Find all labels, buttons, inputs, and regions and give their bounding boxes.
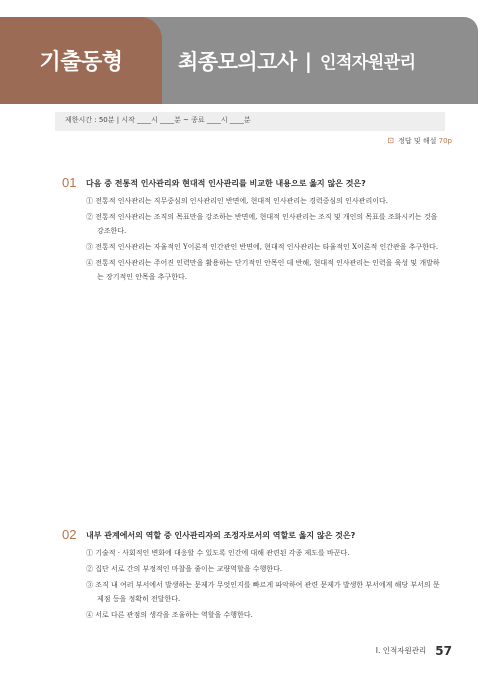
question-stem: 다음 중 전통적 인사관리와 현대적 인사관리를 비교한 내용으로 옳지 않은 것은? xyxy=(86,179,366,188)
option-2: ② 집단 서로 간의 부정적인 마찰을 줄이는 교량역할을 수행한다. xyxy=(86,565,283,573)
option-2: ② 전통적 인사관리는 조직의 목표만을 강조하는 반면에, 현대적 인사관리는 조직 및 개인의 목표를 조화시키는 것을 강조한다. xyxy=(86,213,438,235)
answer-reference-label: 정답 및 해설 xyxy=(398,137,437,145)
question-stem: 내부 관계에서의 역할 중 인사관리자의 조정자로서의 역할로 옳지 않은 것은? xyxy=(86,531,356,540)
chapter-banner xyxy=(0,17,500,104)
option-1: ① 기술적 · 사회적인 변화에 대응할 수 있도록 인간에 대해 관련된 각종 제도를 바꾼다. xyxy=(86,549,350,557)
time-limit-text: 제한시간 : 50분 | 시작 ____시 ____분 ~ 종료 ____시 ____분 xyxy=(65,116,251,124)
arrow-right-square-icon: ⊡ xyxy=(387,136,394,145)
answer-reference xyxy=(387,136,452,146)
option-1: ① 전통적 인사관리는 직무중심의 인사관리인 반면에, 현대적 인사관리는 경력중심의 인사관리이다. xyxy=(86,197,388,205)
option-3: ③ 전통적 인사관리는 자율적인 Y이론적 인간관인 반면에, 현대적 인사관리는 타율적인 X이론적 인간관을 추구한다. xyxy=(86,243,439,251)
question-number: 01 xyxy=(62,175,77,190)
page-footer xyxy=(376,640,452,659)
option-3: ③ 조직 내 여러 부서에서 발생하는 문제가 무엇인지를 빠르게 파악하여 관련 문제가 발생한 부서에게 해당 부서의 문제점 등을 정확히 전달한다. xyxy=(86,581,440,603)
banner-title-separator: | xyxy=(304,48,313,73)
page-number: 57 xyxy=(435,643,452,658)
option-4: ④ 전통적 인사관리는 주어진 인력만을 활용하는 단기적인 안목인 데 반해, 현대적 인사관리는 인력을 육성 및 개발하는 장기적인 안목을 추구한다. xyxy=(86,259,440,281)
option-4: ④ 서로 다른 관점의 생각을 조율하는 역할을 수행한다. xyxy=(86,611,253,619)
answer-reference-page: 70p xyxy=(438,137,452,145)
banner-title xyxy=(178,17,416,104)
footer-section-title: Ⅰ. 인적자원관리 xyxy=(375,646,427,655)
question-number: 02 xyxy=(62,527,77,542)
option-list xyxy=(86,194,446,286)
banner-title-main: 최종모의고사 xyxy=(178,49,297,74)
option-list xyxy=(86,546,446,624)
banner-tag: 기출동형 xyxy=(39,50,123,75)
time-limit-bar xyxy=(55,112,445,131)
banner-title-subtitle: 인적자원관리 xyxy=(320,53,416,73)
